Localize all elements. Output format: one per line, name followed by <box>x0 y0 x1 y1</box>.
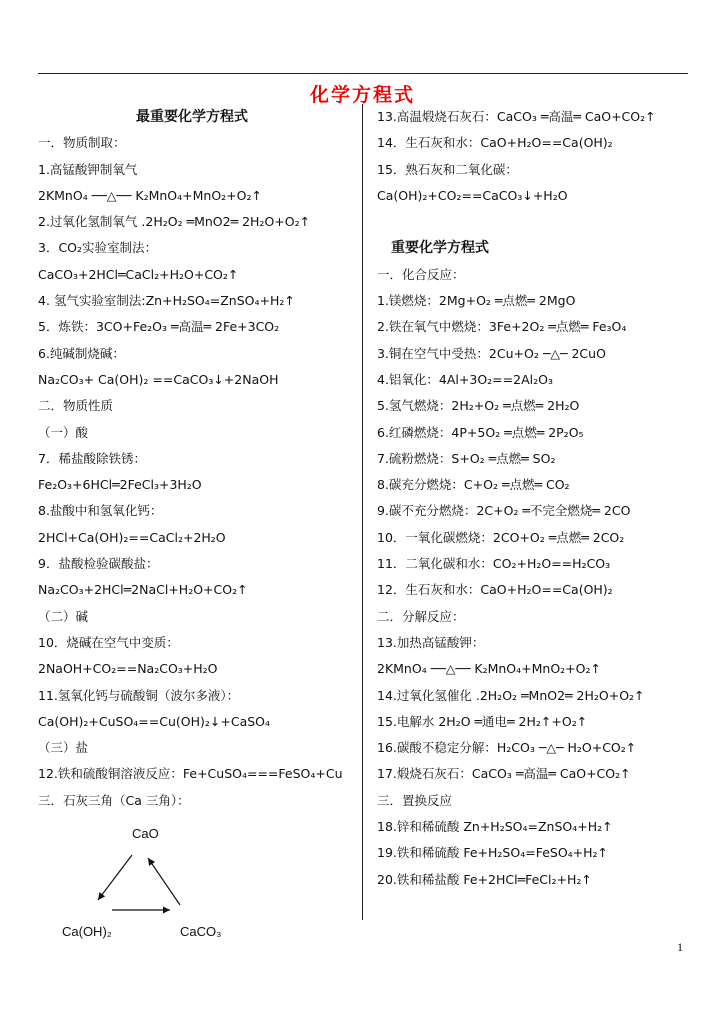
equation-line: CaCO₃+2HCl═CaCl₂+H₂O+CO₂↑ <box>38 266 239 282</box>
equation-line: Na₂CO₃+2HCl═2NaCl+H₂O+CO₂↑ <box>38 582 248 598</box>
equation-line: 9．盐酸检验碳酸盐： <box>38 556 159 572</box>
equation-line: 5．炼铁：3CO+Fe₂O₃ ═高温═ 2Fe+3CO₂ <box>38 319 280 335</box>
equation-line: Na₂CO₃+ Ca(OH)₂ ==CaCO₃↓+2NaOH <box>38 371 279 387</box>
equation-line: 6.纯碱制烧碱： <box>38 345 125 361</box>
equation-line: 5.氢气燃烧：2H₂+O₂ ═点燃═ 2H₂O <box>377 398 580 414</box>
equation-line: 8.碳充分燃烧：C+O₂ ═点燃═ CO₂ <box>377 477 570 493</box>
triangle-label-caco3: CaCO₃ <box>180 924 222 939</box>
equation-line: 1.镁燃烧：2Mg+O₂ ═点燃═ 2MgO <box>377 293 576 309</box>
page-number: 1 <box>677 940 683 954</box>
equation-line: 12.铁和硫酸铜溶液反应：Fe+CuSO₄===FeSO₄+Cu <box>38 766 343 782</box>
equation-line: 8.盐酸中和氢氧化钙： <box>38 503 163 519</box>
equation-line: （二）碱 <box>38 608 89 624</box>
equation-line: 12．生石灰和水：CaO+H₂O==Ca(OH)₂ <box>377 582 613 598</box>
column-divider <box>362 104 363 920</box>
equation-line: 2KMnO₄ ──△── K₂MnO₄+MnO₂+O₂↑ <box>38 187 262 203</box>
section-heading: 最重要化学方程式 <box>136 109 248 125</box>
equation-line: 10．一氧化碳燃烧：2CO+O₂ ═点燃═ 2CO₂ <box>377 529 625 545</box>
equation-line: 二．物质性质 <box>38 398 114 414</box>
triangle-label-caoh2: Ca(OH)₂ <box>62 924 112 939</box>
equation-line: 20.铁和稀盐酸 Fe+2HCl═FeCl₂+H₂↑ <box>377 871 592 887</box>
equation-line: 9.碳不充分燃烧：2C+O₂ ═不完全燃烧═ 2CO <box>377 503 631 519</box>
equation-line: 14.过氧化氢催化 .2H₂O₂ ═MnO2═ 2H₂O+O₂↑ <box>377 687 645 703</box>
equation-line: （一）酸 <box>38 424 89 440</box>
equation-line: 15.电解水 2H₂O ═通电═ 2H₂↑+O₂↑ <box>377 713 588 729</box>
lime-triangle-diagram <box>60 820 240 950</box>
arrow-caco3-to-cao <box>148 858 180 905</box>
header-rule <box>38 73 688 74</box>
equation-line: 2NaOH+CO₂==Na₂CO₃+H₂O <box>38 661 218 677</box>
equation-line: 2.过氧化氢制氧气 .2H₂O₂ ═MnO2═ 2H₂O+O₂↑ <box>38 214 311 230</box>
equation-line: 11.氢氧化钙与硫酸铜（波尔多液）： <box>38 687 240 703</box>
equation-line: 2KMnO₄ ──△── K₂MnO₄+MnO₂+O₂↑ <box>377 661 601 677</box>
equation-line: 4.铝氧化：4Al+3O₂==2Al₂O₃ <box>377 371 553 387</box>
equation-line: 19.铁和稀硫酸 Fe+H₂SO₄=FeSO₄+H₂↑ <box>377 845 609 861</box>
equation-line: 11．二氧化碳和水：CO₂+H₂O==H₂CO₃ <box>377 556 611 572</box>
equation-line: 三．石灰三角（Ca 三角）： <box>38 792 190 808</box>
triangle-label-cao: CaO <box>132 826 159 841</box>
arrow-cao-to-caoh2 <box>98 855 132 900</box>
equation-line: 13.加热高锰酸钾： <box>377 634 485 650</box>
equation-line: 3．CO₂实验室制法： <box>38 240 158 256</box>
spacer <box>377 209 697 235</box>
equation-line: Ca(OH)₂+CO₂==CaCO₃↓+H₂O <box>377 187 568 203</box>
equation-line: 13.高温煅烧石灰石：CaCO₃ ═高温═ CaO+CO₂↑ <box>377 109 656 124</box>
equation-line: 二．分解反应： <box>377 608 465 624</box>
equation-line: Ca(OH)₂+CuSO₄==Cu(OH)₂↓+CaSO₄ <box>38 713 271 729</box>
equation-line: 三．置换反应 <box>377 792 453 808</box>
equation-line: 6.红磷燃烧：4P+5O₂ ═点燃═ 2P₂O₅ <box>377 424 584 440</box>
equation-line: 16.碳酸不稳定分解：H₂CO₃ ─△─ H₂O+CO₂↑ <box>377 740 637 756</box>
section-heading: 重要化学方程式 <box>391 240 489 257</box>
equation-line: 1.高锰酸钾制氧气 <box>38 161 138 177</box>
equation-line: 一．化合反应： <box>377 266 465 282</box>
equation-line: 10．烧碱在空气中变质： <box>38 634 179 650</box>
equation-line: 一．物质制取： <box>38 135 126 151</box>
left-column <box>38 104 358 814</box>
equation-line: （三）盐 <box>38 740 89 756</box>
equation-line: 2HCl+Ca(OH)₂==CaCl₂+2H₂O <box>38 529 226 545</box>
equation-line: 17.煅烧石灰石：CaCO₃ ═高温═ CaO+CO₂↑ <box>377 766 631 782</box>
equation-line: 4. 氢气实验室制法:Zn+H₂SO₄=ZnSO₄+H₂↑ <box>38 293 295 309</box>
equation-line: 2.铁在氧气中燃烧：3Fe+2O₂ ═点燃═ Fe₃O₄ <box>377 319 627 335</box>
equation-line: 7.硫粉燃烧：S+O₂ ═点燃═ SO₂ <box>377 450 556 466</box>
equation-line: 18.锌和稀硫酸 Zn+H₂SO₄=ZnSO₄+H₂↑ <box>377 819 613 835</box>
equation-line: Fe₂O₃+6HCl═2FeCl₃+3H₂O <box>38 477 202 493</box>
right-column <box>377 104 697 893</box>
equation-line: 3.铜在空气中受热：2Cu+O₂ ─△─ 2CuO <box>377 345 606 361</box>
equation-line: 7．稀盐酸除铁锈： <box>38 450 146 466</box>
page-title: 化学方程式 <box>309 84 415 106</box>
equation-line: 14．生石灰和水：CaO+H₂O==Ca(OH)₂ <box>377 135 613 151</box>
equation-line: 15．熟石灰和二氧化碳： <box>377 161 518 177</box>
